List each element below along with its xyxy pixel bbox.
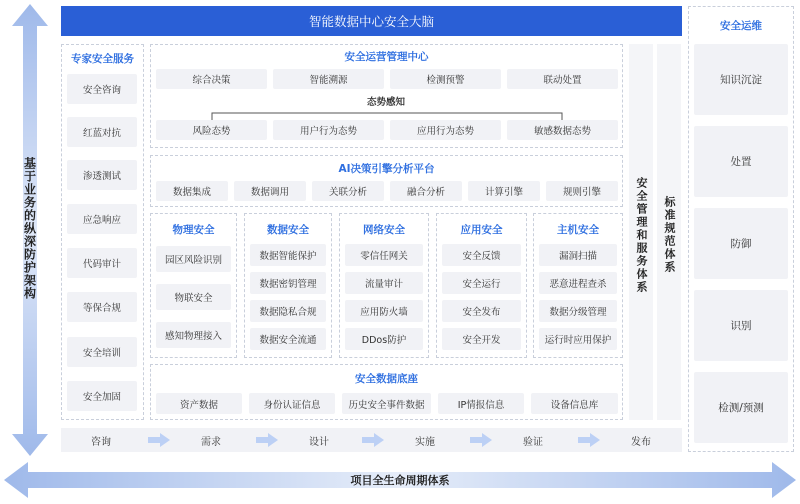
domain-item: 漏洞扫描 (539, 244, 617, 266)
perception-item: 用户行为态势 (273, 120, 384, 140)
perception-item: 敏感数据态势 (507, 120, 618, 140)
domain-item: 数据密钥管理 (250, 272, 326, 294)
data-base-item: 历史安全事件数据 (342, 393, 431, 414)
data-base-title: 安全数据底座 (355, 372, 418, 385)
security-ops-item: 识别 (694, 290, 788, 361)
expert-item: 安全加固 (67, 381, 137, 411)
bottom-axis-label: 项目全生命周期体系 (350, 474, 450, 487)
expert-item: 应急响应 (67, 204, 137, 234)
ops-center-item: 综合决策 (156, 69, 267, 89)
domain-title: 主机安全 (557, 223, 599, 236)
domain-item: 恶意进程查杀 (539, 272, 617, 294)
expert-services-title: 专家安全服务 (71, 52, 134, 65)
expert-item: 代码审计 (67, 248, 137, 278)
domain-item: 物联安全 (156, 284, 231, 310)
data-base-item: IP情报信息 (438, 393, 524, 414)
domain-item: 数据安全流通 (250, 328, 326, 350)
ai-platform-item: 融合分析 (390, 181, 462, 201)
lifecycle-arrow-icon (362, 433, 384, 447)
lifecycle-step: 设计 (309, 436, 329, 448)
data-base-item: 资产数据 (156, 393, 242, 414)
perception-item: 应用行为态势 (390, 120, 501, 140)
lifecycle-step: 咨询 (91, 436, 111, 448)
perception-item: 风险态势 (156, 120, 267, 140)
lifecycle-arrow-icon (470, 433, 492, 447)
domain-title: 应用安全 (460, 223, 503, 236)
ai-platform-item: 关联分析 (312, 181, 384, 201)
domain-item: 安全开发 (442, 328, 521, 350)
domain-item: DDos防护 (345, 328, 423, 350)
domain-title: 物理安全 (172, 223, 215, 236)
domain-item: 数据隐私合规 (250, 300, 326, 322)
expert-item: 渗透测试 (67, 160, 137, 190)
ai-platform-item: 计算引擎 (468, 181, 540, 201)
mgmt-system-label: 安全管理和服务体系 (635, 176, 648, 294)
domain-item: 安全发布 (442, 300, 521, 322)
domain-title: 数据安全 (267, 223, 309, 236)
lifecycle-step: 实施 (415, 436, 435, 448)
domain-item: 零信任网关 (345, 244, 423, 266)
lifecycle-step: 验证 (523, 436, 543, 448)
ai-platform-item: 规则引擎 (546, 181, 618, 201)
ai-platform-title: AI决策引擎分析平台 (338, 162, 435, 175)
domain-item: 园区风险识别 (156, 246, 231, 272)
top-banner (61, 6, 682, 36)
expert-item: 等保合规 (67, 292, 137, 322)
top-banner-title: 智能数据中心安全大脑 (308, 14, 434, 29)
domain-item: 安全运行 (442, 272, 521, 294)
security-ops-item: 防御 (694, 208, 788, 279)
standard-system-label: 标准规范体系 (663, 196, 676, 274)
data-base-item: 设备信息库 (531, 393, 618, 414)
domain-item: 安全反馈 (442, 244, 521, 266)
left-axis-label: 基于业务的纵深防护架构 (22, 156, 37, 300)
lifecycle-arrow-icon (256, 433, 278, 447)
domain-item: 流量审计 (345, 272, 423, 294)
ops-center-item: 联动处置 (507, 69, 618, 89)
domain-item: 运行时应用保护 (539, 328, 617, 350)
perception-label: 态势感知 (366, 97, 405, 108)
expert-item: 安全咨询 (67, 74, 137, 104)
security-ops-item: 知识沉淀 (694, 44, 788, 115)
lifecycle-step: 需求 (201, 436, 221, 448)
ai-platform-item: 数据集成 (156, 181, 228, 201)
data-base-item: 身份认证信息 (249, 393, 335, 414)
security-ops-title: 安全运维 (720, 19, 762, 32)
domain-item: 数据智能保护 (250, 244, 326, 266)
expert-item: 安全培训 (67, 337, 137, 367)
ai-platform-item: 数据调用 (234, 181, 306, 201)
domain-title: 网络安全 (363, 223, 405, 236)
security-ops-item: 检测/预测 (694, 372, 788, 443)
lifecycle-arrow-icon (578, 433, 600, 447)
ops-center-item: 智能溯源 (273, 69, 384, 89)
expert-item: 红蓝对抗 (67, 117, 137, 147)
lifecycle-step: 发布 (631, 436, 651, 448)
domain-item: 数据分级管理 (539, 300, 617, 322)
domain-item: 感知物理接入 (156, 322, 231, 348)
security-ops-item: 处置 (694, 126, 788, 197)
ops-center-title: 安全运营管理中心 (344, 50, 429, 63)
lifecycle-arrow-icon (148, 433, 170, 447)
domain-item: 应用防火墙 (345, 300, 423, 322)
ops-center-item: 检测预警 (390, 69, 501, 89)
